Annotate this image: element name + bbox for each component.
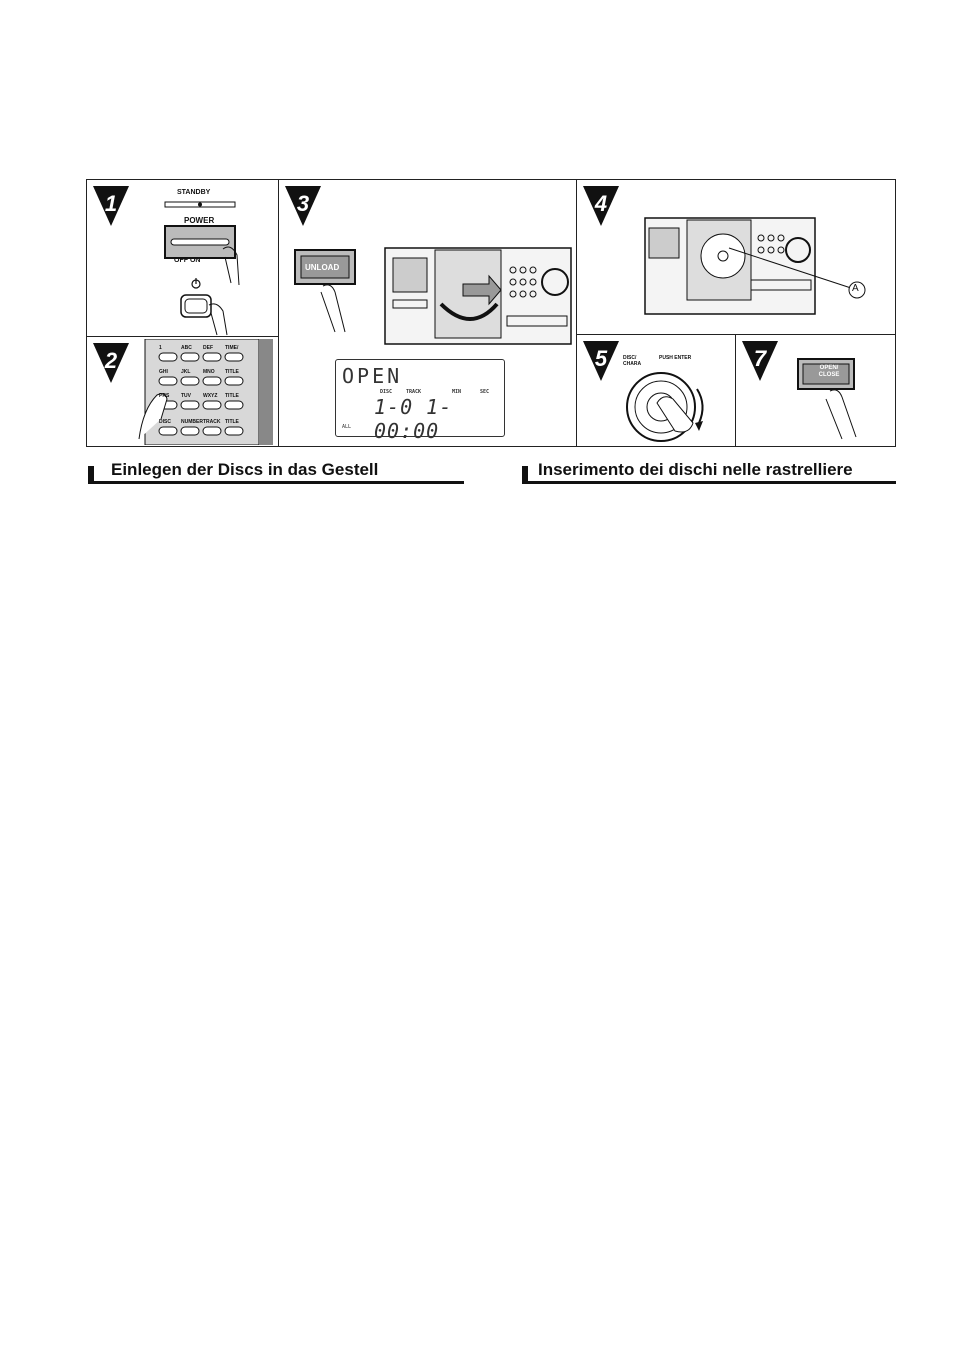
callout-a-label: A xyxy=(852,283,859,294)
power-label: POWER xyxy=(184,216,215,225)
changer-loading-drawing xyxy=(643,208,893,330)
hand-pointer-icon-3 xyxy=(321,285,345,332)
panel-step-5 xyxy=(577,335,736,447)
italian-heading-rule xyxy=(522,481,896,484)
lcd-display xyxy=(335,359,505,443)
off-on-label: OFF ON xyxy=(174,257,201,264)
lcd-disc-label: DISC xyxy=(380,389,393,395)
hand-pointer-icon-5 xyxy=(657,397,693,432)
step-1-marker-icon xyxy=(91,184,131,228)
german-heading: Einlegen der Discs in das Gestell xyxy=(111,460,379,479)
step-1-number: 1 xyxy=(104,191,118,216)
disc-icon xyxy=(701,234,745,278)
standby-label: STANDBY xyxy=(177,189,211,196)
unload-label: UNLOAD xyxy=(305,263,340,272)
jog-dial-drawing xyxy=(613,363,723,445)
step-7-number: 7 xyxy=(753,346,767,371)
step-7-marker-icon xyxy=(740,339,780,383)
lcd-open-text: OPEN xyxy=(342,364,403,388)
lcd-all-indicator: ALL xyxy=(342,424,352,430)
german-heading-rule xyxy=(88,481,464,484)
step-3-number: 3 xyxy=(296,191,310,216)
standby-led-icon xyxy=(198,203,202,207)
panel-step-1 xyxy=(87,180,279,337)
lcd-min-label: MIN xyxy=(452,389,462,395)
lcd-main-readout: 1-0 1-00:00 xyxy=(374,395,453,443)
open-close-label: OPEN/ CLOSE xyxy=(818,365,840,378)
panel-step-2: 2 1 ABC DEF TIME/ GHI JKL MNO TITLE PRS TUV WXYZ TITLE DISC NUMBER TRACK TITLE xyxy=(87,337,279,447)
hand-pointer-icon-7 xyxy=(826,390,856,439)
step-2-marker-icon xyxy=(91,341,131,385)
german-heading-marker xyxy=(88,466,94,482)
panel-step-3 xyxy=(279,180,577,447)
rotate-arrow-icon xyxy=(697,389,703,423)
disc-chara-label: DISC/ CHARA xyxy=(623,355,642,367)
push-enter-label: PUSH ENTER xyxy=(659,355,692,361)
panel-step-4 xyxy=(577,180,896,335)
lcd-track-label: TRACK xyxy=(406,389,422,395)
italian-heading-marker xyxy=(522,466,528,482)
lcd-sec-label: SEC xyxy=(480,389,490,395)
step-5-number: 5 xyxy=(594,346,608,371)
step-2-number: 2 xyxy=(104,348,118,373)
panel-step-7 xyxy=(736,335,896,447)
step-4-number: 4 xyxy=(594,191,608,216)
step-3-marker-icon xyxy=(283,184,323,228)
changer-unit-drawing xyxy=(383,244,575,352)
italian-heading: Inserimento dei dischi nelle rastrelliere xyxy=(538,460,853,479)
step-4-marker-icon xyxy=(581,184,621,228)
illustration-frame xyxy=(86,179,896,447)
remote-keypad-drawing xyxy=(137,339,277,445)
